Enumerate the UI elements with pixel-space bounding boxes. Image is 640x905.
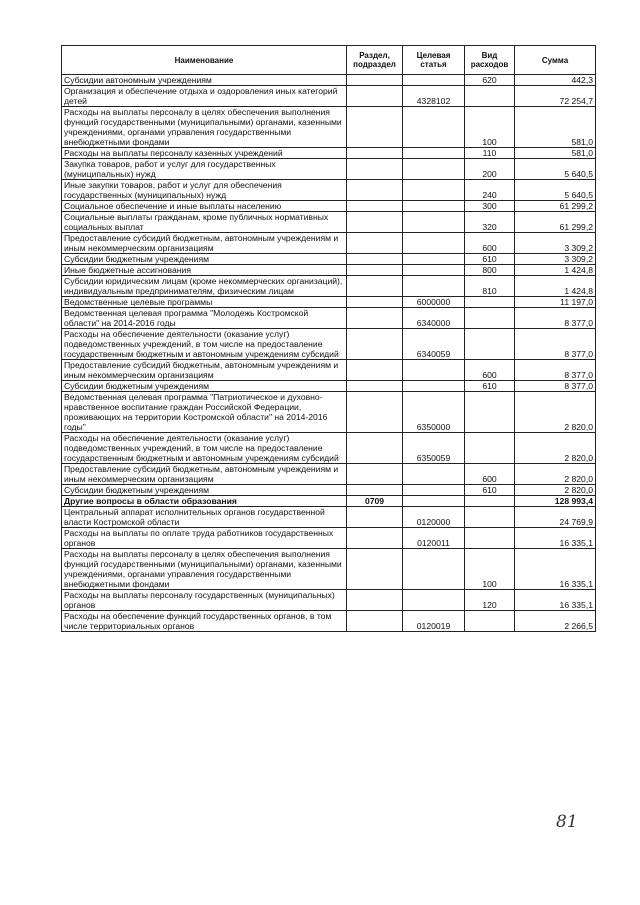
cell-section <box>347 107 403 148</box>
table-row <box>62 528 596 549</box>
cell-target <box>403 381 465 392</box>
cell-target: 6000000 <box>403 297 465 308</box>
cell-sum: 581,0 <box>515 107 596 148</box>
cell-target <box>403 75 465 86</box>
cell-kind <box>465 297 515 308</box>
cell-sum: 72 254,7 <box>515 86 596 107</box>
table-row <box>62 590 596 611</box>
cell-name: Субсидии бюджетным учреждениям <box>62 485 347 496</box>
cell-section <box>347 308 403 329</box>
cell-section: 0709 <box>347 496 403 507</box>
cell-sum: 16 335,1 <box>515 590 596 611</box>
cell-target: 6350059 <box>403 433 465 464</box>
table-row <box>62 392 596 433</box>
cell-target <box>403 107 465 148</box>
cell-sum: 61 299,2 <box>515 212 596 233</box>
header-target: Целевая статья <box>403 46 465 75</box>
cell-kind <box>465 329 515 360</box>
cell-sum: 3 309,2 <box>515 254 596 265</box>
cell-name: Расходы на обеспечение функций государственных органов, в том числе территориальных органов <box>62 611 347 632</box>
table-row <box>62 329 596 360</box>
cell-section <box>347 265 403 276</box>
cell-kind <box>465 308 515 329</box>
cell-kind: 610 <box>465 381 515 392</box>
cell-name: Иные бюджетные ассигнования <box>62 265 347 276</box>
cell-kind: 800 <box>465 265 515 276</box>
cell-sum: 8 377,0 <box>515 360 596 381</box>
cell-kind: 100 <box>465 549 515 590</box>
cell-kind <box>465 496 515 507</box>
cell-kind: 300 <box>465 201 515 212</box>
cell-target: 6340000 <box>403 308 465 329</box>
cell-target <box>403 496 465 507</box>
cell-section <box>347 433 403 464</box>
cell-name: Центральный аппарат исполнительных органов государственной власти Костромской области <box>62 507 347 528</box>
table-row <box>62 75 596 86</box>
cell-name: Предоставление субсидий бюджетным, автономным учреждениям и иным некоммерческим организациям <box>62 464 347 485</box>
cell-kind <box>465 86 515 107</box>
cell-kind: 100 <box>465 107 515 148</box>
cell-target <box>403 254 465 265</box>
cell-kind <box>465 611 515 632</box>
cell-kind: 120 <box>465 590 515 611</box>
cell-sum: 2 266,5 <box>515 611 596 632</box>
cell-target: 4328102 <box>403 86 465 107</box>
cell-sum: 581,0 <box>515 148 596 159</box>
cell-sum: 2 820,0 <box>515 392 596 433</box>
cell-section <box>347 180 403 201</box>
cell-sum: 2 820,0 <box>515 485 596 496</box>
cell-name: Социальное обеспечение и иные выплаты населению <box>62 201 347 212</box>
cell-name: Ведомственные целевые программы <box>62 297 347 308</box>
cell-kind: 600 <box>465 464 515 485</box>
cell-sum: 16 335,1 <box>515 528 596 549</box>
header-kind: Вид расходов <box>465 46 515 75</box>
cell-sum: 61 299,2 <box>515 201 596 212</box>
cell-sum: 2 820,0 <box>515 464 596 485</box>
cell-sum: 2 820,0 <box>515 433 596 464</box>
cell-section <box>347 329 403 360</box>
table-row <box>62 381 596 392</box>
cell-section <box>347 212 403 233</box>
cell-target <box>403 360 465 381</box>
cell-target <box>403 212 465 233</box>
cell-target: 0120011 <box>403 528 465 549</box>
cell-section <box>347 507 403 528</box>
cell-name: Ведомственная целевая программа "Патриотическое и духовно-нравственное воспитание граждан Российской Федерации, проживающих на территории Костромской области" на 2014-2016 годы" <box>62 392 347 433</box>
cell-name: Субсидии бюджетным учреждениям <box>62 254 347 265</box>
cell-name: Расходы на обеспечение деятельности (оказание услуг) подведомственных учреждений, в том числе на предоставление государственным бюджетным и автономным учреждениям субсидий <box>62 329 347 360</box>
cell-target <box>403 233 465 254</box>
cell-name: Другие вопросы в области образования <box>62 496 347 507</box>
cell-section <box>347 528 403 549</box>
cell-target <box>403 265 465 276</box>
cell-kind: 110 <box>465 148 515 159</box>
cell-kind: 620 <box>465 75 515 86</box>
cell-target <box>403 159 465 180</box>
cell-name: Социальные выплаты гражданам, кроме публичных нормативных социальных выплат <box>62 212 347 233</box>
cell-section <box>347 611 403 632</box>
table-row <box>62 485 596 496</box>
cell-name: Предоставление субсидий бюджетным, автономным учреждениям и иным некоммерческим организациям <box>62 360 347 381</box>
cell-target <box>403 201 465 212</box>
cell-kind: 810 <box>465 276 515 297</box>
cell-section <box>347 148 403 159</box>
cell-target <box>403 590 465 611</box>
cell-name: Расходы на выплаты персоналу в целях обеспечения выполнения функций государственными (муниципальными) органами, казенными учреждениями, органами управления государственными внебюджетными фондами <box>62 107 347 148</box>
cell-sum: 5 640,5 <box>515 159 596 180</box>
cell-kind <box>465 392 515 433</box>
cell-name: Закупка товаров, работ и услуг для государственных (муниципальных) нужд <box>62 159 347 180</box>
cell-sum: 442,3 <box>515 75 596 86</box>
cell-section <box>347 86 403 107</box>
cell-target: 0120000 <box>403 507 465 528</box>
cell-sum: 8 377,0 <box>515 308 596 329</box>
cell-target <box>403 148 465 159</box>
cell-kind: 600 <box>465 233 515 254</box>
cell-kind <box>465 528 515 549</box>
table-row <box>62 297 596 308</box>
cell-section <box>347 360 403 381</box>
cell-target <box>403 180 465 201</box>
table-row <box>62 276 596 297</box>
cell-sum: 1 424,8 <box>515 276 596 297</box>
cell-name: Расходы на выплаты персоналу в целях обеспечения выполнения функций государственными (муниципальными) органами, казенными учреждениями, органами управления государственными внебюджетными фондами <box>62 549 347 590</box>
cell-sum: 3 309,2 <box>515 233 596 254</box>
cell-section <box>347 590 403 611</box>
table-header-row <box>62 46 596 75</box>
cell-sum: 1 424,8 <box>515 265 596 276</box>
cell-section <box>347 464 403 485</box>
cell-name: Расходы на обеспечение деятельности (оказание услуг) подведомственных учреждений, в том числе на предоставление государственным бюджетным и автономным учреждениям субсидий <box>62 433 347 464</box>
cell-section <box>347 254 403 265</box>
cell-section <box>347 233 403 254</box>
cell-target <box>403 485 465 496</box>
cell-section <box>347 297 403 308</box>
table-row <box>62 201 596 212</box>
cell-name: Иные закупки товаров, работ и услуг для обеспечения государственных (муниципальных) нужд <box>62 180 347 201</box>
table-row <box>62 265 596 276</box>
table-row <box>62 86 596 107</box>
cell-sum: 5 640,5 <box>515 180 596 201</box>
cell-sum: 8 377,0 <box>515 329 596 360</box>
table-row <box>62 464 596 485</box>
table-row <box>62 308 596 329</box>
cell-target <box>403 549 465 590</box>
table-row <box>62 159 596 180</box>
cell-sum: 8 377,0 <box>515 381 596 392</box>
cell-section <box>347 381 403 392</box>
cell-sum: 128 993,4 <box>515 496 596 507</box>
cell-kind: 240 <box>465 180 515 201</box>
cell-name: Субсидии бюджетным учреждениям <box>62 381 347 392</box>
table-row <box>62 148 596 159</box>
cell-target: 0120019 <box>403 611 465 632</box>
cell-kind <box>465 433 515 464</box>
cell-target <box>403 276 465 297</box>
table-row <box>62 107 596 148</box>
table-row <box>62 433 596 464</box>
header-section: Раздел, подраздел <box>347 46 403 75</box>
table-row <box>62 360 596 381</box>
cell-target <box>403 464 465 485</box>
cell-kind: 600 <box>465 360 515 381</box>
cell-section <box>347 485 403 496</box>
cell-section <box>347 549 403 590</box>
cell-kind <box>465 507 515 528</box>
cell-sum: 16 335,1 <box>515 549 596 590</box>
table-row <box>62 212 596 233</box>
cell-name: Предоставление субсидий бюджетным, автономным учреждениям и иным некоммерческим организациям <box>62 233 347 254</box>
cell-kind: 610 <box>465 485 515 496</box>
table-row <box>62 611 596 632</box>
cell-name: Расходы на выплаты персоналу казенных учреждений <box>62 148 347 159</box>
table-row <box>62 496 596 507</box>
cell-name: Расходы на выплаты персоналу государственных (муниципальных) органов <box>62 590 347 611</box>
cell-section <box>347 392 403 433</box>
cell-name: Субсидии юридическим лицам (кроме некоммерческих организаций), индивидуальным предпринимателям, физическим лицам <box>62 276 347 297</box>
cell-sum: 24 769,9 <box>515 507 596 528</box>
cell-section <box>347 201 403 212</box>
cell-kind: 320 <box>465 212 515 233</box>
cell-name: Организация и обеспечение отдыха и оздоровления иных категорий детей <box>62 86 347 107</box>
table-row <box>62 254 596 265</box>
table-row <box>62 233 596 254</box>
cell-kind: 610 <box>465 254 515 265</box>
cell-kind: 200 <box>465 159 515 180</box>
table-row <box>62 180 596 201</box>
cell-name: Ведомственная целевая программа "Молодежь Костромской области" на 2014-2016 годы <box>62 308 347 329</box>
cell-section <box>347 159 403 180</box>
cell-section <box>347 75 403 86</box>
cell-name: Субсидии автономным учреждениям <box>62 75 347 86</box>
budget-table <box>61 45 596 632</box>
header-sum: Сумма <box>515 46 596 75</box>
cell-target: 6350000 <box>403 392 465 433</box>
cell-sum: 11 197,0 <box>515 297 596 308</box>
cell-section <box>347 276 403 297</box>
table-row <box>62 507 596 528</box>
cell-target: 6340059 <box>403 329 465 360</box>
cell-name: Расходы на выплаты по оплате труда работников государственных органов <box>62 528 347 549</box>
header-name: Наименование <box>62 46 347 75</box>
table-row <box>62 549 596 590</box>
page-number: 81 <box>556 812 578 832</box>
